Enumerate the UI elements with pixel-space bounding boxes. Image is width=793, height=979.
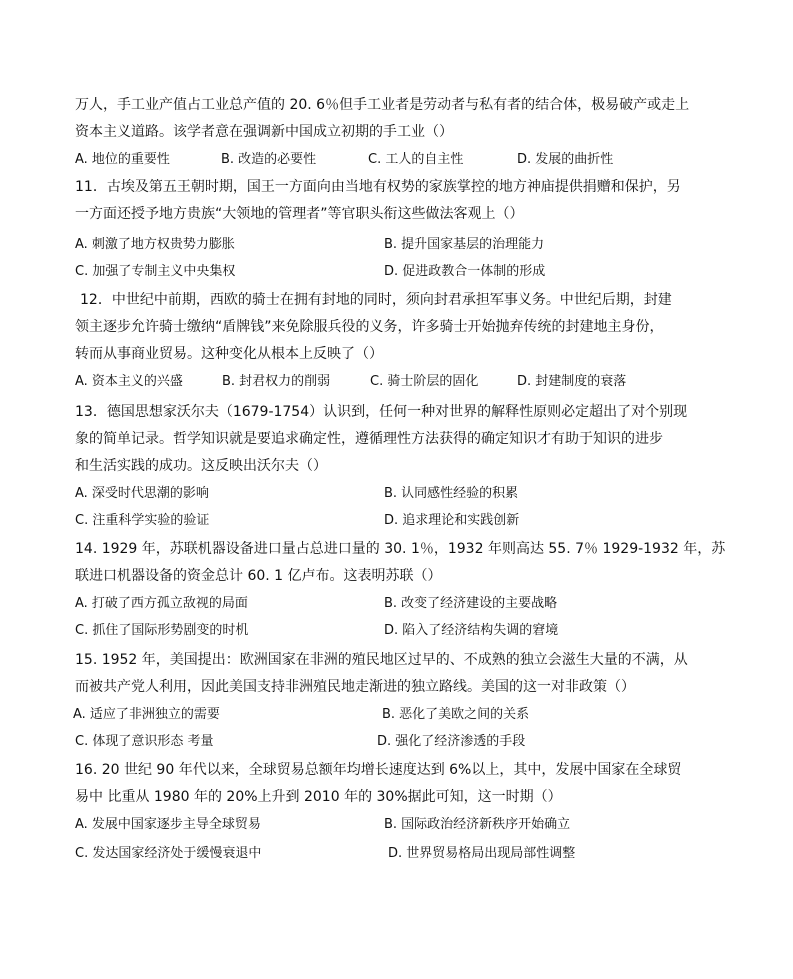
question-12-text-line-2: 领主逐步允许骑士缴纳“盾牌钱”来免除服兵役的义务，许多骑士开始抛弃传统的封建地主身份， xyxy=(75,319,664,335)
question-14-text-line-1: 14. 1929 年，苏联机器设备进口量占总进口量的 30. 1％，1932 年则高达 55. 7％ 1929-1932 年，苏 xyxy=(75,541,726,557)
question-10-text-line-2: 资本主义道路。该学者意在强调新中国成立初期的手工业（） xyxy=(75,124,453,140)
question-14-option-b: B. 改变了经济建设的主要战略 xyxy=(384,596,558,611)
question-15-option-b: B. 恶化了美欧之间的关系 xyxy=(382,707,530,722)
question-14-text-line-2: 联进口机器设备的资金总计 60. 1 亿卢布。这表明苏联（） xyxy=(75,568,442,584)
question-11-text-line-1: 11．古埃及第五王朝时期，国王一方面向由当地有权势的家族掌控的地方神庙提供捐赠和保护，另 xyxy=(75,179,681,195)
question-11-option-d: D. 促进政教合一体制的形成 xyxy=(384,264,546,279)
question-13-option-a: A. 深受时代思潮的影响 xyxy=(75,486,209,501)
question-15-option-c: C. 体现了意识形态 考量 xyxy=(75,734,214,749)
question-12-option-d: D. 封建制度的衰落 xyxy=(517,374,627,389)
question-11-option-a: A. 刺激了地方权贵势力膨胀 xyxy=(75,237,235,252)
question-12-option-b: B. 封君权力的削弱 xyxy=(222,374,331,389)
question-13-option-c: C. 注重科学实验的验证 xyxy=(75,513,210,528)
question-16-text-line-1: 16. 20 世纪 90 年代以来，全球贸易总额年均增长速度达到 6%以上，其中，发展中国家在全球贸 xyxy=(75,762,682,778)
question-14-option-d: D. 陷入了经济结构失调的窘境 xyxy=(384,623,559,638)
question-16-option-c: C. 发达国家经济处于缓慢衰退中 xyxy=(75,846,262,861)
question-11-text-line-2: 一方面还授予地方贵族“大领地的管理者”等官职头衔这些做法客观上（） xyxy=(75,206,524,222)
question-15-option-d: D. 强化了经济渗透的手段 xyxy=(377,734,526,749)
question-16-text-line-2: 易中 比重从 1980 年的 20%上升到 2010 年的 30%据此可知，这一时期（） xyxy=(75,789,562,805)
question-15-option-a: A. 适应了非洲独立的需要 xyxy=(73,707,220,722)
question-13-option-b: B. 认同感性经验的积累 xyxy=(384,486,519,501)
question-11-option-c: C. 加强了专制主义中央集权 xyxy=(75,264,236,279)
question-16-option-d: D. 世界贸易格局出现局部性调整 xyxy=(388,846,576,861)
question-10-option-a: A. 地位的重要性 xyxy=(75,152,170,167)
question-10-option-c: C. 工人的自主性 xyxy=(368,152,464,167)
question-12-text-line-3: 转而从事商业贸易。这种变化从根本上反映了（） xyxy=(75,346,383,362)
question-13-text-line-1: 13．德国思想家沃尔夫（1679-1754）认识到，任何一种对世界的解释性原则必定超出了对个别现 xyxy=(75,404,688,420)
question-12-text-line-1: 12．中世纪中前期，西欧的骑士在拥有封地的同时，须向封君承担军事义务。中世纪后期，封建 xyxy=(80,292,672,308)
question-14-option-a: A. 打破了西方孤立敌视的局面 xyxy=(75,596,248,611)
question-12-option-c: C. 骑士阶层的固化 xyxy=(370,374,479,389)
question-10-option-d: D. 发展的曲折性 xyxy=(517,152,614,167)
question-16-option-b: B. 国际政治经济新秩序开始确立 xyxy=(384,817,571,832)
question-15-text-line-2: 而被共产党人利用，因此美国支持非洲殖民地走渐进的独立路线。美国的这一对非政策（） xyxy=(75,679,635,695)
question-10-option-b: B. 改造的必要性 xyxy=(221,152,317,167)
question-16-option-a: A. 发展中国家逐步主导全球贸易 xyxy=(75,817,261,832)
question-12-option-a: A. 资本主义的兴盛 xyxy=(75,374,183,389)
question-13-text-line-2: 象的简单记录。哲学知识就是要追求确定性，遵循理性方法获得的确定知识才有助于知识的进步 xyxy=(75,431,663,447)
question-14-option-c: C. 抓住了国际形势剧变的时机 xyxy=(75,623,249,638)
question-13-text-line-3: 和生活实践的成功。这反映出沃尔夫（） xyxy=(75,458,327,474)
question-11-option-b: B. 提升国家基层的治理能力 xyxy=(384,237,545,252)
question-10-text-line-1: 万人，手工业产值占工业总产值的 20. 6％但手工业者是劳动者与私有者的结合体，极易破产或走上 xyxy=(75,97,690,113)
question-15-text-line-1: 15. 1952 年，美国提出：欧洲国家在非洲的殖民地区过早的、不成熟的独立会滋生大量的不满，从 xyxy=(75,652,688,668)
question-13-option-d: D. 追求理论和实践创新 xyxy=(384,513,520,528)
